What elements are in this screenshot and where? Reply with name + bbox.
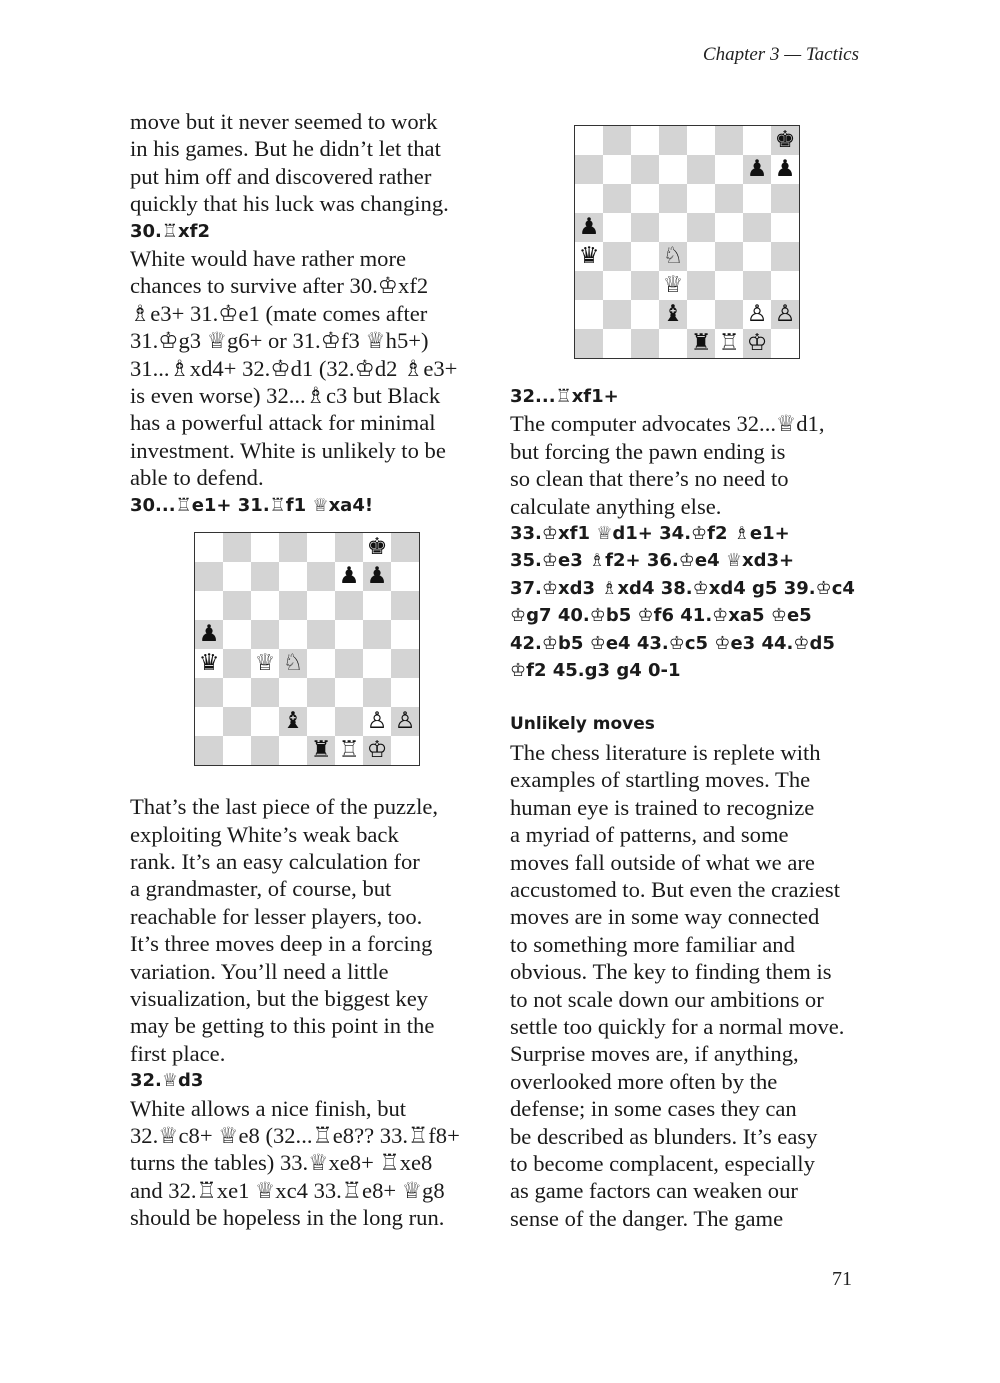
text-line: in his games. But he didn’t let that — [130, 136, 441, 162]
text-line: should be hopeless in the long run. — [130, 1205, 445, 1231]
board-square — [335, 591, 363, 620]
board-square — [223, 707, 251, 736]
page-number: 71 — [832, 1268, 852, 1290]
board-square — [687, 271, 715, 300]
board-square — [715, 184, 743, 213]
board-square — [715, 155, 743, 184]
paragraph — [510, 410, 872, 520]
move-line: 42.♔b5 ♔e4 43.♔c5 ♔e3 44.♔d5 — [510, 632, 835, 654]
board-square — [715, 242, 743, 271]
text-line: 32.♕c8+ ♕e8 (32...♖e8?? 33.♖f8+ — [130, 1122, 460, 1148]
board-square — [307, 591, 335, 620]
board-square: ♜ — [687, 329, 715, 358]
text-line: obvious. The key to finding them is — [510, 959, 832, 985]
board-square — [743, 213, 771, 242]
board-square — [195, 707, 223, 736]
text-line: to become complacent, especially — [510, 1150, 815, 1176]
board-square — [575, 155, 603, 184]
board-square — [603, 242, 631, 271]
board-square: ♘ — [279, 649, 307, 678]
move-line: 32...♖xf1+ — [510, 386, 619, 407]
board-square: ♕ — [659, 271, 687, 300]
board-square — [771, 242, 799, 271]
board-square — [715, 300, 743, 329]
text-line: a myriad of patterns, and some — [510, 822, 789, 848]
right-column — [510, 108, 872, 1232]
text-line: turns the tables) 33.♕xe8+ ♖xe8 — [130, 1150, 433, 1176]
text-line: overlooked more often by the — [510, 1068, 778, 1094]
text-line: reachable for lesser players, too. — [130, 903, 423, 929]
board-square — [715, 271, 743, 300]
board-square — [631, 184, 659, 213]
board-square — [603, 155, 631, 184]
board-square — [687, 300, 715, 329]
board-square — [307, 533, 335, 562]
board-square — [771, 184, 799, 213]
text-line: has a powerful attack for minimal — [130, 410, 436, 436]
board-square: ♖ — [335, 736, 363, 765]
chess-diagram — [194, 532, 420, 766]
text-line: calculate anything else. — [510, 493, 722, 519]
board-square — [631, 300, 659, 329]
board-square — [391, 678, 419, 707]
board-square — [575, 126, 603, 155]
board-square: ♙ — [743, 300, 771, 329]
board-square: ♜ — [307, 736, 335, 765]
text-line: first place. — [130, 1040, 226, 1066]
running-head: Chapter 3 — Tactics — [702, 44, 859, 65]
board-square — [335, 649, 363, 678]
board-square — [223, 649, 251, 678]
text-line: a grandmaster, of course, but — [130, 876, 392, 902]
board-square — [279, 736, 307, 765]
board-square — [631, 271, 659, 300]
move-line: 30.♖xf2 — [130, 220, 210, 242]
text-line: quickly that his luck was changing. — [130, 191, 449, 217]
board-square: ♟ — [575, 213, 603, 242]
board-square — [307, 707, 335, 736]
board-square — [251, 678, 279, 707]
board-square — [631, 213, 659, 242]
board-square — [771, 213, 799, 242]
board-square — [631, 329, 659, 358]
board-square — [391, 649, 419, 678]
board-square — [279, 591, 307, 620]
move-line: 37.♔xd3 ♗xd4 38.♔xd4 g5 39.♔c4 — [510, 577, 855, 599]
board-square — [771, 329, 799, 358]
text-line: Surprise moves are, if anything, — [510, 1041, 799, 1067]
text-line: variation. You’ll need a little — [130, 958, 389, 984]
board-square — [631, 126, 659, 155]
board-square: ♛ — [575, 242, 603, 271]
move-line: 30...♖e1+ 31.♖f1 ♕xa4! — [130, 494, 374, 516]
board-square — [391, 562, 419, 591]
text-line: visualization, but the biggest key — [130, 985, 429, 1011]
text-line: It’s three moves deep in a forcing — [130, 931, 433, 957]
text-line: That’s the last piece of the puzzle, — [130, 794, 439, 820]
board-square: ♟ — [743, 155, 771, 184]
move-line: ♔f2 45.g3 g4 0-1 — [510, 660, 681, 682]
board-square — [363, 591, 391, 620]
text-line: The chess literature is replete with — [510, 739, 821, 765]
text-line: and 32.♖xe1 ♕xc4 33.♖e8+ ♕g8 — [130, 1177, 445, 1203]
board-square — [391, 591, 419, 620]
board-square — [743, 271, 771, 300]
paragraph — [130, 245, 490, 492]
board-square — [307, 620, 335, 649]
board-square — [575, 184, 603, 213]
text-line: human eye is trained to recognize — [510, 794, 815, 820]
text-line: moves fall outside of what we are — [510, 849, 815, 875]
paragraph — [130, 1095, 490, 1232]
board-square — [251, 736, 279, 765]
board-square — [223, 591, 251, 620]
text-line: is even worse) 32...♗c3 but Black — [130, 383, 441, 409]
board-square: ♕ — [251, 649, 279, 678]
board-square: ♔ — [743, 329, 771, 358]
board-square — [743, 126, 771, 155]
board-square — [603, 300, 631, 329]
text-line: but forcing the pawn ending is — [510, 438, 786, 464]
move-line: 35.♔e3 ♗f2+ 36.♔e4 ♕xd3+ — [510, 550, 795, 572]
board-square: ♙ — [771, 300, 799, 329]
board-square — [223, 620, 251, 649]
board-square — [687, 126, 715, 155]
text-line: defense; in some cases they can — [510, 1096, 797, 1122]
move-sequence — [510, 520, 872, 684]
board-square: ♟ — [771, 155, 799, 184]
text-line: put him off and discovered rather — [130, 163, 432, 189]
text-line: White allows a nice finish, but — [130, 1095, 407, 1121]
board-square — [363, 649, 391, 678]
board-square — [575, 300, 603, 329]
board-square — [391, 736, 419, 765]
board-square — [251, 591, 279, 620]
board-square — [743, 242, 771, 271]
board-square: ♟ — [195, 620, 223, 649]
text-line: 31.♔g3 ♕g6+ or 31.♔f3 ♕h5+) — [130, 328, 429, 354]
board-square — [307, 649, 335, 678]
text-line: rank. It’s an easy calculation for — [130, 848, 420, 874]
board-square — [307, 678, 335, 707]
board-square: ♖ — [715, 329, 743, 358]
board-square — [631, 155, 659, 184]
board-square — [687, 213, 715, 242]
board-square — [391, 620, 419, 649]
board-square — [251, 533, 279, 562]
board-square — [195, 736, 223, 765]
text-line: chances to survive after 30.♔xf2 — [130, 273, 429, 299]
board-square — [391, 533, 419, 562]
board-square — [335, 533, 363, 562]
board-square — [307, 562, 335, 591]
section-heading: Unlikely moves — [510, 714, 655, 735]
paragraph — [510, 739, 872, 1232]
paragraph — [130, 793, 490, 1067]
text-line: examples of startling moves. The — [510, 767, 811, 793]
text-line: sense of the danger. The game — [510, 1205, 784, 1231]
board-square — [223, 678, 251, 707]
board-square — [279, 678, 307, 707]
board-square — [223, 736, 251, 765]
paragraph — [130, 108, 490, 218]
board-square: ♙ — [363, 707, 391, 736]
board-square: ♘ — [659, 242, 687, 271]
board-square: ♝ — [279, 707, 307, 736]
text-line: be described as blunders. It’s easy — [510, 1123, 818, 1149]
text-line: so clean that there’s no need to — [510, 466, 789, 492]
board-square — [363, 678, 391, 707]
board-square — [251, 707, 279, 736]
board-square: ♙ — [391, 707, 419, 736]
board-square — [279, 562, 307, 591]
board-square — [603, 329, 631, 358]
board-square: ♛ — [195, 649, 223, 678]
board-square — [575, 329, 603, 358]
board-square — [603, 213, 631, 242]
text-line: able to defend. — [130, 465, 264, 491]
board-square — [715, 213, 743, 242]
text-line: 31...♗xd4+ 32.♔d1 (32.♔d2 ♗e3+ — [130, 355, 458, 381]
board-square — [195, 562, 223, 591]
board-square — [687, 242, 715, 271]
left-column — [130, 108, 490, 1232]
board-square — [659, 155, 687, 184]
board-square — [631, 242, 659, 271]
board-square — [251, 620, 279, 649]
board-square — [363, 620, 391, 649]
text-line: as game factors can weaken our — [510, 1178, 798, 1204]
text-line: to not scale down our ambitions or — [510, 986, 824, 1012]
board-square — [715, 126, 743, 155]
board-square — [603, 271, 631, 300]
text-line: White would have rather more — [130, 246, 407, 272]
board-square: ♔ — [363, 736, 391, 765]
board-square — [575, 271, 603, 300]
text-line: may be getting to this point in the — [130, 1013, 435, 1039]
move-line: 32.♕d3 — [130, 1070, 204, 1092]
board-square — [195, 533, 223, 562]
board-square: ♚ — [363, 533, 391, 562]
board-square — [195, 591, 223, 620]
board-square — [659, 213, 687, 242]
board-square — [603, 184, 631, 213]
text-line: The computer advocates 32...♕d1, — [510, 411, 825, 437]
move-line: ♔g7 40.♔b5 ♔f6 41.♔xa5 ♔e5 — [510, 605, 812, 627]
text-line: investment. White is unlikely to be — [130, 437, 446, 463]
chess-diagram — [574, 125, 800, 359]
board-square — [659, 329, 687, 358]
text-line: moves are in some way connected — [510, 904, 820, 930]
text-line: exploiting White’s weak back — [130, 821, 399, 847]
move-line: 33.♔xf1 ♕d1+ 34.♔f2 ♗e1+ — [510, 523, 790, 545]
board-square: ♚ — [771, 126, 799, 155]
text-line: ♗e3+ 31.♔e1 (mate comes after — [130, 300, 428, 326]
board-square — [195, 678, 223, 707]
board-square — [335, 707, 363, 736]
board-square: ♝ — [659, 300, 687, 329]
board-square — [771, 271, 799, 300]
board-square: ♟ — [335, 562, 363, 591]
board-square — [279, 533, 307, 562]
board-square — [223, 562, 251, 591]
board-square — [335, 678, 363, 707]
board-square — [743, 184, 771, 213]
board-square — [603, 126, 631, 155]
board-square — [687, 184, 715, 213]
board-square: ♟ — [363, 562, 391, 591]
board-square — [335, 620, 363, 649]
text-line: move but it never seemed to work — [130, 109, 438, 134]
board-square — [659, 126, 687, 155]
board-square — [659, 184, 687, 213]
text-line: settle too quickly for a normal move. — [510, 1013, 845, 1039]
board-square — [251, 562, 279, 591]
board-square — [687, 155, 715, 184]
board-square — [223, 533, 251, 562]
board-square — [279, 620, 307, 649]
text-line: to something more familiar and — [510, 931, 795, 957]
text-line: accustomed to. But even the craziest — [510, 876, 840, 902]
